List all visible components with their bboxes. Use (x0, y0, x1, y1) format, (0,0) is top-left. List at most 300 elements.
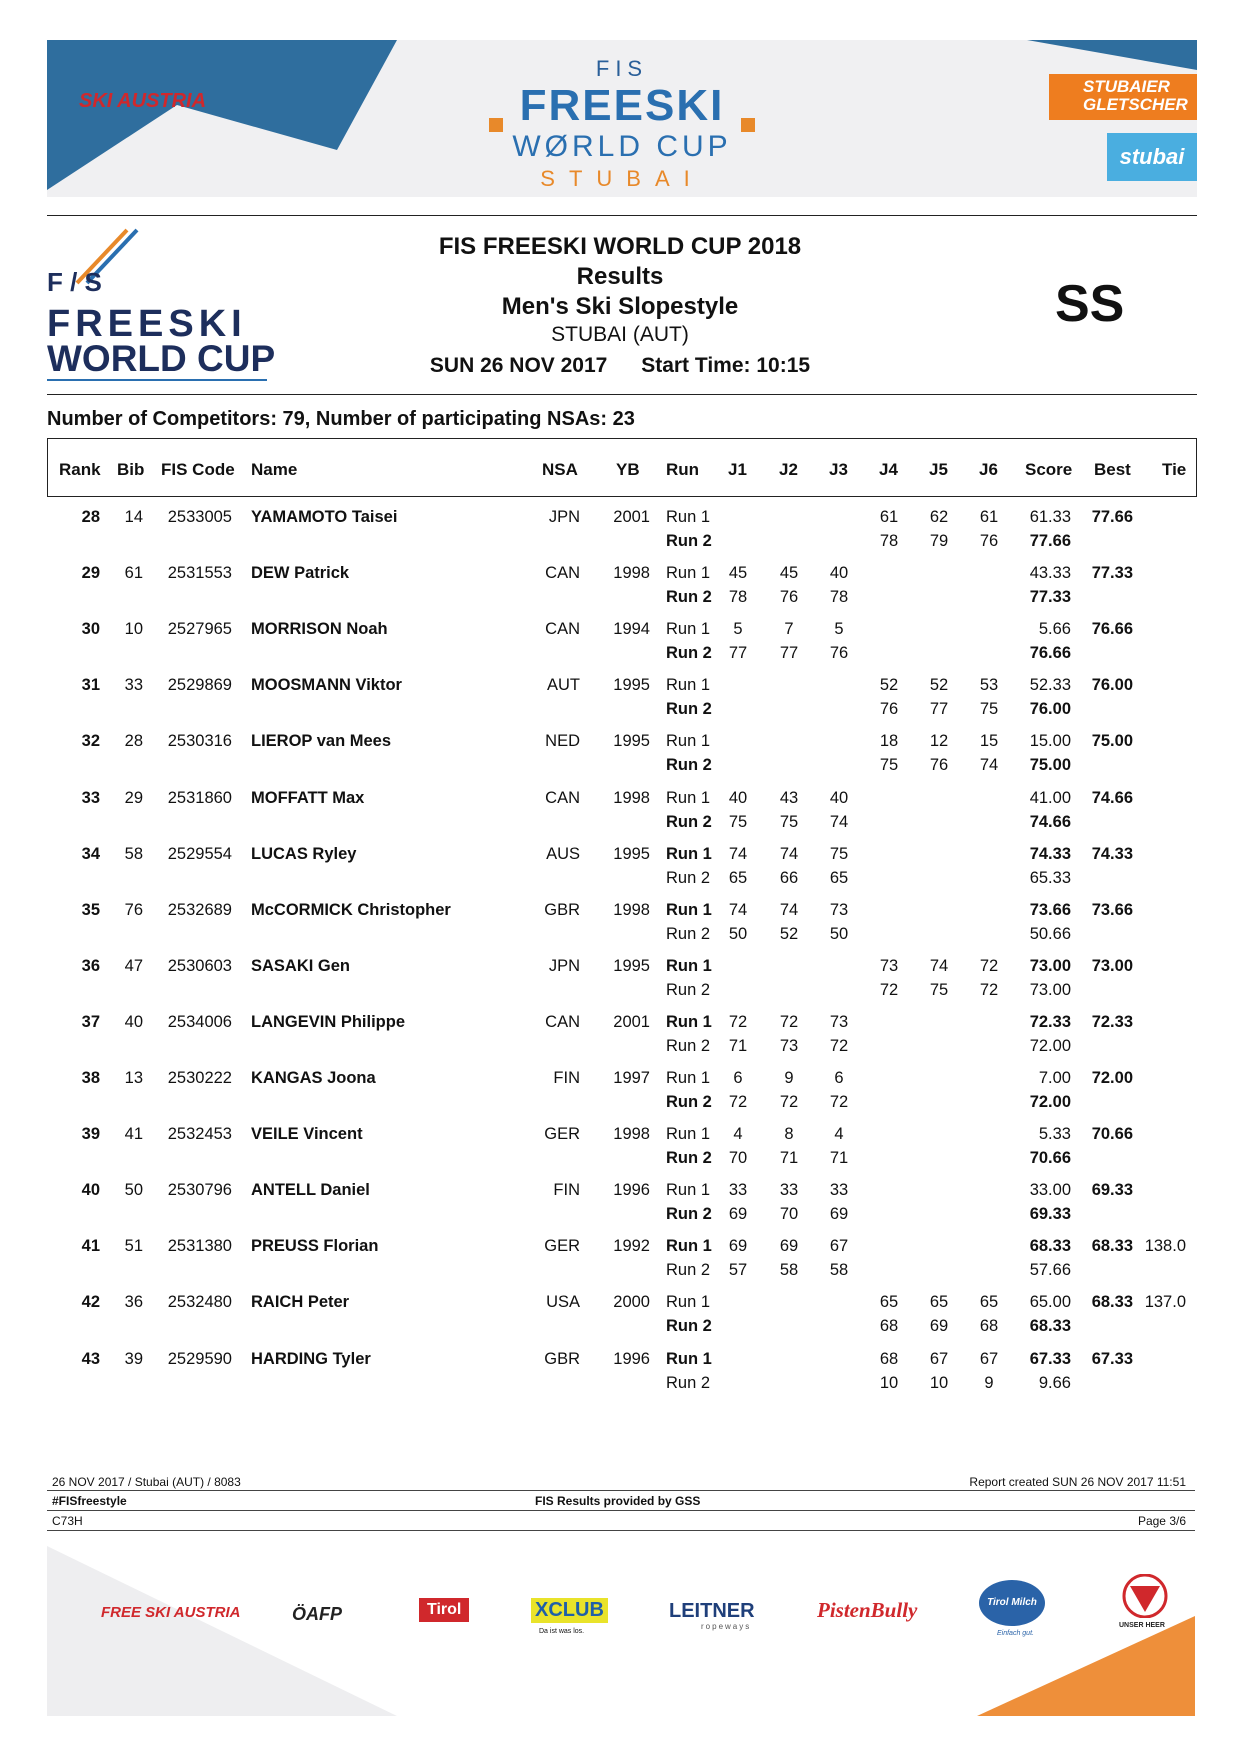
cell-judge-j1: 72 (728, 1093, 748, 1111)
column-header-fis-code: FIS Code (161, 460, 235, 479)
cell-yb: 1998 (613, 900, 650, 919)
column-header-j3: J3 (829, 460, 848, 479)
cell-name: VEILE Vincent (251, 1125, 363, 1144)
cell-judge-j5: 67 (929, 1349, 949, 1368)
cell-best: 75.00 (1091, 732, 1133, 751)
cell-nsa: JPN (548, 508, 580, 526)
table-row (0, 1013, 1240, 1069)
cell-run-score: 65.33 (1029, 868, 1071, 887)
cell-nsa: GER (544, 1237, 580, 1256)
cell-judge-j3: 6 (834, 1069, 844, 1087)
cell-run-label: Run 1 (666, 1293, 711, 1312)
table-row (0, 1237, 1240, 1293)
column-header-j5: J5 (929, 460, 948, 479)
cell-run-score: 77.33 (1029, 588, 1071, 607)
cell-run-label: Run 1 (666, 1237, 712, 1256)
ski-austria-logo: SKI AUSTRIA (79, 90, 207, 112)
cell-best: 68.33 (1091, 1293, 1133, 1312)
event-location: STUBAI (AUT) (551, 323, 689, 346)
event-name: Men's Ski Slopestyle (501, 293, 739, 320)
cell-rank: 38 (81, 1069, 100, 1087)
table-row (0, 789, 1240, 845)
cell-run-label: Run 2 (666, 1093, 712, 1111)
cell-rank: 33 (81, 788, 100, 807)
table-row (0, 957, 1240, 1013)
cell-nsa: GBR (544, 1349, 580, 1368)
cell-judge-j2: 7 (784, 620, 794, 639)
event-date: SUN 26 NOV 2017 (429, 354, 608, 377)
cell-judge-j4: 18 (879, 732, 899, 751)
cell-judge-j6: 9 (984, 1373, 994, 1392)
cell-best: 74.33 (1091, 844, 1133, 863)
column-header-yb: YB (616, 460, 640, 479)
cell-judge-j1: 4 (733, 1125, 743, 1144)
cell-yb: 1995 (613, 676, 650, 695)
fis-logo-stripe (47, 379, 267, 382)
cell-judge-j5: 79 (929, 532, 949, 550)
cell-best: 77.33 (1091, 564, 1133, 583)
cell-run-label: Run 2 (666, 1261, 711, 1280)
cell-judge-j2: 33 (779, 1181, 799, 1200)
cell-best: 77.66 (1091, 508, 1133, 526)
cell-run-score: 69.33 (1029, 1205, 1071, 1224)
cell-run-score: 75.00 (1029, 756, 1071, 775)
cell-tie: 138.0 (1144, 1237, 1186, 1256)
cell-fis-code: 2531553 (167, 564, 232, 583)
cell-run-label: Run 1 (666, 1012, 712, 1031)
cell-fis-code: 2529554 (167, 844, 232, 863)
cell-rank: 32 (81, 732, 100, 751)
cell-judge-j2: 58 (779, 1261, 799, 1280)
cell-name: PREUSS Florian (251, 1237, 379, 1256)
cell-judge-j2: 73 (779, 1036, 799, 1055)
cell-judge-j1: 78 (728, 588, 748, 607)
column-header-j4: J4 (879, 460, 898, 479)
cell-judge-j6: 68 (979, 1317, 999, 1336)
cell-nsa: CAN (545, 564, 580, 583)
column-header-j1: J1 (728, 460, 747, 479)
event-logo (47, 56, 1197, 194)
cell-rank: 41 (81, 1237, 100, 1256)
cell-name: HARDING Tyler (251, 1349, 371, 1368)
cell-judge-j6: 53 (979, 676, 999, 695)
cell-judge-j1: 74 (728, 900, 748, 919)
cell-rank: 36 (81, 956, 100, 975)
table-row (0, 1293, 1240, 1349)
cell-name: LIEROP van Mees (251, 732, 392, 751)
cell-fis-code: 2530222 (167, 1069, 232, 1087)
cell-run-label: Run 1 (666, 1069, 711, 1087)
footer-hashtag: #FISfreestyle (52, 1494, 127, 1508)
sponsor-leitner: LEITNER (669, 1600, 755, 1622)
footer-divider (47, 1510, 1195, 1511)
column-header-run: Run (666, 460, 700, 479)
cell-judge-j6: 61 (979, 508, 999, 526)
cell-run-label: Run 2 (666, 588, 712, 607)
cell-judge-j2: 43 (779, 788, 799, 807)
cell-bib: 47 (124, 956, 143, 975)
sponsor-leitner-tagline: ropeways (701, 1622, 752, 1631)
cell-nsa: CAN (545, 620, 580, 639)
cell-rank: 34 (81, 844, 100, 863)
stubaier-gletscher-logo (1049, 74, 1197, 120)
cell-bib: 13 (124, 1069, 143, 1087)
cell-name: LANGEVIN Philippe (251, 1012, 406, 1031)
cell-judge-j3: 73 (829, 1012, 849, 1031)
cell-judge-j2: 76 (779, 588, 799, 607)
start-time: Start Time: 10:15 (641, 354, 811, 377)
cell-best: 76.00 (1091, 676, 1133, 695)
cell-run-label: Run 2 (666, 700, 712, 719)
cell-judge-j3: 76 (829, 644, 849, 663)
footer-divider (47, 1490, 1195, 1491)
cell-judge-j1: 74 (728, 844, 748, 863)
event-banner (47, 40, 1197, 197)
sponsor-unser-heer: UNSER HEER (1119, 1622, 1165, 1629)
cell-best: 67.33 (1091, 1349, 1133, 1368)
cell-run-label: Run 2 (666, 868, 711, 887)
cell-fis-code: 2534006 (167, 1012, 232, 1031)
cell-run-score: 73.00 (1029, 956, 1071, 975)
stubaier-line1: STUBAIER (1083, 77, 1170, 96)
cell-rank: 31 (81, 676, 100, 695)
cell-fis-code: 2533005 (167, 508, 232, 526)
cell-nsa: AUS (546, 844, 580, 863)
cell-judge-j1: 69 (728, 1237, 748, 1256)
cell-judge-j3: 40 (829, 788, 849, 807)
cell-name: MOOSMANN Viktor (251, 676, 402, 695)
cell-run-score: 57.66 (1029, 1261, 1071, 1280)
cell-run-score: 70.66 (1029, 1149, 1071, 1168)
cell-run-label: Run 1 (666, 1181, 711, 1200)
cell-run-label: Run 2 (666, 1373, 711, 1392)
cell-run-label: Run 2 (666, 756, 712, 775)
cell-nsa: CAN (545, 1012, 580, 1031)
cell-run-score: 61.33 (1029, 508, 1071, 526)
cell-judge-j2: 71 (779, 1149, 799, 1168)
cell-name: MORRISON Noah (251, 620, 388, 639)
cell-run-score: 72.33 (1029, 1012, 1071, 1031)
cell-judge-j5: 12 (929, 732, 949, 751)
sponsor-xclub: XCLUB (531, 1598, 608, 1623)
table-row (0, 620, 1240, 676)
cell-judge-j1: 75 (728, 812, 748, 831)
cell-rank: 40 (81, 1181, 100, 1200)
footer-divider (47, 1530, 1195, 1531)
cell-rank: 28 (81, 508, 100, 526)
cell-judge-j2: 74 (779, 844, 799, 863)
competitors-summary: Number of Competitors: 79, Number of participating NSAs: 23 (47, 408, 635, 430)
cell-judge-j5: 75 (929, 980, 949, 999)
cell-best: 69.33 (1091, 1181, 1133, 1200)
cell-yb: 1994 (613, 620, 650, 639)
cell-name: KANGAS Joona (251, 1069, 376, 1087)
cell-yb: 2001 (613, 508, 650, 526)
cell-run-label: Run 2 (666, 980, 711, 999)
cell-run-label: Run 2 (666, 1036, 711, 1055)
cell-bib: 33 (124, 676, 143, 695)
cell-nsa: FIN (553, 1181, 580, 1200)
cell-judge-j2: 72 (779, 1012, 799, 1031)
cell-yb: 1992 (613, 1237, 650, 1256)
cell-judge-j4: 61 (879, 508, 899, 526)
cell-judge-j2: 74 (779, 900, 799, 919)
cell-run-label: Run 2 (666, 1205, 712, 1224)
event-date-time (380, 348, 860, 384)
table-row (0, 1125, 1240, 1181)
table-row (0, 732, 1240, 788)
sponsor-tirol: Tirol (419, 1598, 469, 1622)
cell-run-score: 72.00 (1029, 1093, 1071, 1111)
event-logo-fis: FIS (595, 56, 649, 81)
cell-judge-j2: 52 (779, 924, 799, 943)
cell-judge-j2: 69 (779, 1237, 799, 1256)
cell-nsa: AUT (547, 676, 580, 695)
cell-bib: 41 (124, 1125, 143, 1144)
cell-nsa: GER (544, 1125, 580, 1144)
cell-run-label: Run 1 (666, 732, 711, 751)
cell-best: 68.33 (1091, 1237, 1133, 1256)
cell-fis-code: 2529869 (167, 676, 232, 695)
cell-judge-j1: 50 (728, 924, 748, 943)
cell-judge-j3: 4 (834, 1125, 844, 1144)
cell-judge-j6: 67 (979, 1349, 999, 1368)
table-row (0, 901, 1240, 957)
cell-rank: 37 (81, 1012, 100, 1031)
fis-freeski-logo (47, 225, 277, 385)
cell-nsa: CAN (545, 788, 580, 807)
footer-report-created: Report created SUN 26 NOV 2017 11:51 (969, 1475, 1186, 1489)
cell-run-score: 73.00 (1029, 980, 1071, 999)
sponsor-xclub-tagline: Da ist was los. (539, 1628, 585, 1635)
page-subtitle: Results (576, 263, 664, 290)
column-header-best: Best (1094, 460, 1131, 479)
cell-run-score: 33.00 (1029, 1181, 1071, 1200)
column-header-nsa: NSA (542, 460, 578, 479)
cell-run-score: 15.00 (1029, 732, 1071, 751)
cell-judge-j1: 77 (728, 644, 748, 663)
cell-run-score: 68.33 (1029, 1317, 1071, 1336)
cell-judge-j3: 69 (829, 1205, 849, 1224)
column-header-j6: J6 (979, 460, 998, 479)
footer-form-code: C73H (52, 1514, 83, 1528)
cell-nsa: FIN (553, 1069, 580, 1087)
cell-judge-j5: 65 (929, 1293, 949, 1312)
sponsor-tirol-milch: Tirol Milch (979, 1580, 1045, 1626)
cell-yb: 1995 (613, 956, 650, 975)
cell-judge-j3: 71 (829, 1149, 849, 1168)
cell-judge-j6: 75 (979, 700, 999, 719)
cell-judge-j3: 74 (829, 812, 849, 831)
cell-judge-j2: 70 (779, 1205, 799, 1224)
cell-bib: 10 (124, 620, 143, 639)
cell-fis-code: 2530603 (167, 956, 232, 975)
cell-judge-j6: 15 (979, 732, 999, 751)
cell-bib: 28 (124, 732, 143, 751)
table-row (0, 564, 1240, 620)
cell-judge-j3: 78 (829, 588, 849, 607)
cell-judge-j5: 77 (929, 700, 949, 719)
cell-judge-j6: 65 (979, 1293, 999, 1312)
cell-judge-j3: 73 (829, 900, 849, 919)
footer-page-number: Page 3/6 (1137, 1514, 1186, 1528)
cell-best: 73.00 (1091, 956, 1133, 975)
cell-fis-code: 2530796 (167, 1181, 232, 1200)
cell-judge-j1: 71 (728, 1036, 748, 1055)
cell-judge-j3: 5 (834, 620, 844, 639)
cell-tie: 137.0 (1144, 1293, 1186, 1312)
page-title: FIS FREESKI WORLD CUP 2018 (438, 233, 802, 260)
sponsor-oeafp: ÖAFP (292, 1604, 343, 1624)
cell-name: RAICH Peter (251, 1293, 350, 1312)
cell-judge-j5: 76 (929, 756, 949, 775)
cell-judge-j3: 40 (829, 564, 849, 583)
cell-run-label: Run 1 (666, 1125, 711, 1144)
cell-run-label: Run 1 (666, 844, 712, 863)
cell-judge-j1: 57 (728, 1261, 748, 1280)
cell-fis-code: 2532689 (167, 900, 232, 919)
cell-best: 74.66 (1091, 788, 1133, 807)
table-row (0, 1069, 1240, 1125)
cell-best: 70.66 (1091, 1125, 1133, 1144)
cell-judge-j1: 70 (728, 1149, 748, 1168)
cell-rank: 42 (81, 1293, 100, 1312)
column-header-name: Name (251, 460, 298, 479)
cell-judge-j3: 58 (829, 1261, 849, 1280)
cell-bib: 36 (124, 1293, 143, 1312)
cell-rank: 29 (81, 564, 100, 583)
cell-judge-j5: 69 (929, 1317, 949, 1336)
cell-fis-code: 2529590 (167, 1349, 232, 1368)
event-logo-world-cup: WØRLD CUP (512, 130, 732, 163)
cell-judge-j6: 74 (979, 756, 999, 775)
sponsor-free-ski-austria: FREE SKI AUSTRIA (101, 1604, 241, 1621)
cell-nsa: JPN (548, 956, 580, 975)
cell-run-label: Run 1 (666, 676, 711, 695)
footer-provider: FIS Results provided by GSS (535, 1494, 701, 1508)
cell-judge-j3: 50 (829, 924, 849, 943)
cell-best: 72.33 (1091, 1012, 1133, 1031)
cell-name: YAMAMOTO Taisei (251, 508, 398, 526)
cell-bib: 40 (124, 1012, 143, 1031)
cell-run-score: 65.00 (1029, 1293, 1071, 1312)
cell-bib: 58 (124, 844, 143, 863)
cell-run-score: 41.00 (1029, 788, 1071, 807)
cell-name: McCORMICK Christopher (251, 900, 451, 919)
cell-judge-j2: 8 (784, 1125, 794, 1144)
cell-judge-j4: 78 (879, 532, 899, 550)
cell-name: MOFFATT Max (251, 788, 365, 807)
cell-run-label: Run 1 (666, 900, 712, 919)
cell-run-score: 74.66 (1029, 812, 1071, 831)
cell-judge-j1: 65 (728, 868, 748, 887)
column-header-j2: J2 (779, 460, 798, 479)
cell-yb: 1998 (613, 788, 650, 807)
cell-run-score: 43.33 (1029, 564, 1071, 583)
cell-bib: 51 (124, 1237, 143, 1256)
cell-best: 72.00 (1091, 1069, 1133, 1087)
cell-name: ANTELL Daniel (251, 1181, 370, 1200)
cell-judge-j3: 72 (829, 1036, 849, 1055)
cell-nsa: GBR (544, 900, 580, 919)
cell-yb: 1995 (613, 844, 650, 863)
discipline-code: SS (1055, 275, 1125, 333)
table-row (0, 1350, 1240, 1406)
cell-fis-code: 2527965 (167, 620, 232, 639)
cell-run-score: 73.66 (1029, 900, 1071, 919)
cell-judge-j6: 72 (979, 980, 999, 999)
cell-fis-code: 2530316 (167, 732, 232, 751)
cell-run-score: 5.33 (1038, 1125, 1071, 1144)
cell-yb: 2001 (613, 1012, 650, 1031)
stubai-logo: stubai (1107, 133, 1197, 181)
cell-run-label: Run 2 (666, 1149, 712, 1168)
cell-bib: 39 (124, 1349, 143, 1368)
cell-yb: 1998 (613, 1125, 650, 1144)
fis-freeski-text: FREESKI (47, 303, 247, 345)
cell-judge-j4: 65 (879, 1293, 899, 1312)
cell-judge-j1: 72 (728, 1012, 748, 1031)
cell-judge-j4: 73 (879, 956, 899, 975)
cell-judge-j4: 68 (879, 1317, 899, 1336)
cell-fis-code: 2531380 (167, 1237, 232, 1256)
cell-rank: 35 (81, 900, 100, 919)
cell-judge-j4: 75 (879, 756, 899, 775)
cell-fis-code: 2532480 (167, 1293, 232, 1312)
event-logo-freeski: FREESKI (519, 81, 725, 130)
cell-bib: 14 (124, 508, 143, 526)
stubaier-line2: GLETSCHER (1083, 95, 1188, 114)
sponsor-tirol-milch-tagline: Einfach gut. (997, 1630, 1034, 1637)
cell-judge-j2: 75 (779, 812, 799, 831)
cell-judge-j4: 52 (879, 676, 899, 695)
cell-name: SASAKI Gen (251, 956, 351, 975)
cell-run-score: 72.00 (1029, 1036, 1071, 1055)
column-header-rank: Rank (59, 460, 101, 479)
cell-yb: 2000 (613, 1293, 650, 1312)
cell-judge-j2: 72 (779, 1093, 799, 1111)
cell-best: 73.66 (1091, 900, 1133, 919)
column-header-tie: Tie (1162, 460, 1187, 479)
cell-judge-j5: 52 (929, 676, 949, 695)
cell-judge-j6: 76 (979, 532, 999, 550)
cell-run-label: Run 2 (666, 924, 711, 943)
cell-run-label: Run 1 (666, 620, 711, 639)
cell-run-label: Run 2 (666, 812, 712, 831)
cell-run-label: Run 2 (666, 1317, 712, 1336)
cell-judge-j2: 77 (779, 644, 799, 663)
cell-rank: 39 (81, 1125, 100, 1144)
cell-fis-code: 2531860 (167, 788, 232, 807)
cell-judge-j3: 65 (829, 868, 849, 887)
cell-run-label: Run 2 (666, 644, 712, 663)
cell-judge-j4: 10 (879, 1373, 899, 1392)
cell-run-label: Run 1 (666, 508, 711, 526)
cell-bib: 76 (124, 900, 143, 919)
cell-run-label: Run 1 (666, 956, 712, 975)
cell-judge-j4: 76 (879, 700, 899, 719)
cell-name: LUCAS Ryley (251, 844, 357, 863)
cell-best: 76.66 (1091, 620, 1133, 639)
cell-nsa: NED (545, 732, 580, 751)
cell-run-score: 76.66 (1029, 644, 1071, 663)
cell-judge-j5: 62 (929, 508, 949, 526)
table-row (0, 676, 1240, 732)
cell-judge-j3: 75 (829, 844, 849, 863)
cell-judge-j1: 6 (733, 1069, 743, 1087)
footer-event-info: 26 NOV 2017 / Stubai (AUT) / 8083 (52, 1475, 241, 1489)
unser-heer-shield-icon (1121, 1574, 1169, 1618)
